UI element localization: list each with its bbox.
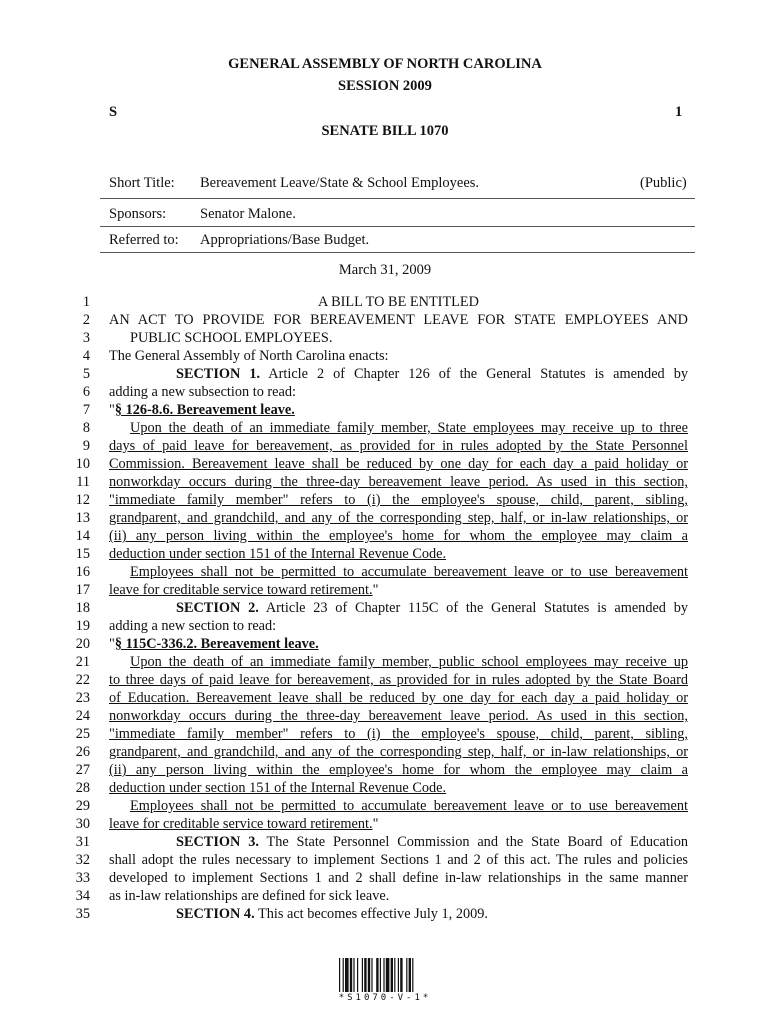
line-number: 4	[82, 348, 90, 364]
section-heading: SECTION 1.	[176, 366, 261, 382]
section-text: This act becomes effective July 1, 2009.	[257, 906, 488, 922]
close-quote: "	[372, 582, 379, 598]
line-text: adding a new section to read:	[109, 618, 277, 634]
line-number: 12	[75, 492, 90, 508]
line-number: 27	[75, 762, 90, 778]
line	[0, 311, 770, 329]
line-number: 28	[75, 780, 90, 796]
line-number: 1	[82, 294, 90, 310]
barcode-bar	[412, 958, 413, 992]
line	[0, 905, 770, 923]
line-text	[176, 905, 688, 923]
line	[0, 419, 770, 437]
line	[0, 527, 770, 545]
line-text: developed to implement Sections 1 and 2 shall define in-law relationships in the same manner	[109, 870, 688, 886]
line	[0, 635, 770, 653]
line-text	[109, 581, 688, 599]
line	[0, 743, 770, 761]
line-number: 14	[75, 528, 90, 544]
line-text: grandparent, and grandchild, and any of the corresponding step, half, or in-law relationships, or	[109, 744, 688, 760]
barcode-bar	[409, 958, 411, 992]
referred-label: Referred to:	[109, 232, 179, 248]
line	[0, 599, 770, 617]
line	[0, 869, 770, 887]
section-text: The State Personnel Commission and the State Board of Education	[266, 834, 688, 850]
line-text: "immediate family member" refers to (i) the employee's spouse, child, parent, sibling,	[109, 492, 688, 508]
barcode-bar	[350, 958, 352, 992]
open-quote: "	[109, 402, 115, 418]
line-number: 2	[82, 312, 90, 328]
line	[0, 653, 770, 671]
line	[0, 671, 770, 689]
bill-date: March 31, 2009	[338, 262, 432, 278]
line-text: nonworkday occurs during the three-day bereavement leave period. As used in this section,	[109, 474, 688, 490]
line-text	[109, 815, 688, 833]
line	[0, 815, 770, 833]
line-number: 18	[75, 600, 90, 616]
line-number: 29	[75, 798, 90, 814]
line	[0, 797, 770, 815]
underlined-text: leave for creditable service toward retirement.	[109, 816, 373, 832]
barcode-bar	[339, 958, 340, 992]
barcode-bar	[371, 958, 372, 992]
line	[0, 887, 770, 905]
line-text: Employees shall not be permitted to accumulate bereavement leave or to use bereavement	[130, 564, 688, 580]
line-text: AN ACT TO PROVIDE FOR BEREAVEMENT LEAVE FOR STATE EMPLOYEES AND	[109, 312, 688, 328]
line-number: 22	[75, 672, 90, 688]
barcode-bar	[380, 958, 381, 992]
line	[0, 779, 770, 797]
assembly-heading: GENERAL ASSEMBLY OF NORTH CAROLINA	[228, 56, 542, 72]
line-number: 13	[75, 510, 90, 526]
short-title-value: Bereavement Leave/State & School Employees.	[200, 175, 480, 191]
line	[0, 563, 770, 581]
line	[0, 617, 770, 635]
barcode-bar	[353, 958, 354, 992]
line-text: grandparent, and grandchild, and any of the corresponding step, half, or in-law relationships, or	[109, 510, 688, 526]
referred-value: Appropriations/Base Budget.	[200, 232, 370, 248]
barcode-bar	[364, 958, 366, 992]
line-text: Commission. Bereavement leave shall be reduced by one day for each day a paid holiday or	[109, 456, 688, 472]
line-text: of Education. Bereavement leave shall be reduced by one day for each day a paid holiday or	[109, 690, 688, 706]
line-number: 34	[75, 888, 90, 904]
line-number: 15	[75, 546, 90, 562]
line	[0, 509, 770, 527]
public-tag: (Public)	[640, 175, 687, 191]
line	[0, 401, 770, 419]
line-text: Upon the death of an immediate family member, public school employees may receive up	[130, 654, 688, 670]
line-number: 32	[75, 852, 90, 868]
line-number: 23	[75, 690, 90, 706]
section-heading: SECTION 4.	[176, 906, 255, 922]
line-number: 5	[82, 366, 90, 382]
line	[0, 725, 770, 743]
line-text: "immediate family member" refers to (i) the employee's spouse, child, parent, sibling,	[109, 726, 688, 742]
barcode-text: *S1070-V-1*	[338, 993, 432, 1003]
barcode-bar	[398, 958, 399, 992]
line	[0, 491, 770, 509]
barcode-bar	[357, 958, 358, 992]
barcode-bar	[394, 958, 395, 992]
line-number: 8	[82, 420, 90, 436]
close-quote: "	[372, 816, 379, 832]
line-text: to three days of paid leave for bereavement, as provided for in rules adopted by the State Board	[109, 672, 688, 688]
line-number: 17	[75, 582, 90, 598]
sponsors-label: Sponsors:	[109, 206, 167, 222]
line-text: deduction under section 151 of the Internal Revenue Code.	[109, 780, 447, 796]
short-title-label: Short Title:	[109, 175, 175, 191]
line	[0, 833, 770, 851]
line-number: 26	[75, 744, 90, 760]
line-number: 21	[75, 654, 90, 670]
line-number: 7	[82, 402, 90, 418]
line-number: 20	[75, 636, 90, 652]
line-text	[176, 365, 688, 383]
line-text: (ii) any person living within the employee's home for whom the employee may claim a	[109, 528, 688, 544]
line-number: 31	[75, 834, 90, 850]
line-text	[176, 833, 688, 851]
barcode-image	[339, 958, 459, 992]
sponsors-value: Senator Malone.	[200, 206, 296, 222]
divider	[100, 252, 695, 253]
line-number: 9	[82, 438, 90, 454]
barcode-bar	[345, 958, 349, 992]
line-text	[109, 635, 688, 653]
line-text: days of paid leave for bereavement, as provided for in rules adopted by the State Personnel	[109, 438, 688, 454]
line	[0, 293, 770, 311]
line-text: A BILL TO BE ENTITLED	[318, 294, 479, 310]
barcode-bar	[343, 958, 344, 992]
line-number: 6	[82, 384, 90, 400]
line-text: as in-law relationships are defined for sick leave.	[109, 888, 390, 904]
line	[0, 365, 770, 383]
underlined-text: leave for creditable service toward retirement.	[109, 582, 373, 598]
section-text: Article 2 of Chapter 126 of the General Statutes is amended by	[268, 366, 688, 382]
line-text: Upon the death of an immediate family member, State employees may receive up to three	[130, 420, 688, 436]
line-number: 10	[75, 456, 90, 472]
line	[0, 437, 770, 455]
section-heading: SECTION 3.	[176, 834, 259, 850]
line-number: 11	[76, 474, 90, 490]
line-text	[109, 401, 688, 419]
line-number: 35	[75, 906, 90, 922]
divider	[100, 226, 695, 227]
barcode-bar	[386, 958, 390, 992]
line-text: PUBLIC SCHOOL EMPLOYEES.	[130, 330, 333, 346]
barcode-bar	[406, 958, 407, 992]
line-text: deduction under section 151 of the Internal Revenue Code.	[109, 546, 447, 562]
line	[0, 383, 770, 401]
line-text: shall adopt the rules necessary to implement Sections 1 and 2 of this act. The rules and policies	[109, 852, 688, 868]
line	[0, 707, 770, 725]
line-number: 16	[75, 564, 90, 580]
line-text: nonworkday occurs during the three-day bereavement leave period. As used in this section,	[109, 708, 688, 724]
line	[0, 689, 770, 707]
section-heading: SECTION 2.	[176, 600, 259, 616]
line-text	[176, 599, 688, 617]
divider	[100, 198, 695, 199]
line-number: 3	[82, 330, 90, 346]
line	[0, 761, 770, 779]
barcode-bar	[362, 958, 363, 992]
line-text: The General Assembly of North Carolina enacts:	[109, 348, 389, 364]
line	[0, 347, 770, 365]
line-number: 25	[75, 726, 90, 742]
bill-number-heading: SENATE BILL 1070	[321, 123, 449, 139]
line-number: 33	[75, 870, 90, 886]
chamber-letter: S	[109, 104, 118, 120]
barcode-bar	[400, 958, 402, 992]
line	[0, 851, 770, 869]
line-number: 19	[75, 618, 90, 634]
line	[0, 473, 770, 491]
line	[0, 545, 770, 563]
line	[0, 455, 770, 473]
session-heading: SESSION 2009	[338, 78, 432, 94]
open-quote: "	[109, 636, 115, 652]
statute-heading: § 126-8.6. Bereavement leave.	[114, 402, 295, 418]
barcode-bar	[376, 958, 378, 992]
section-text: Article 23 of Chapter 115C of the General Statutes is amended by	[265, 600, 689, 616]
edition-number: 1	[675, 104, 683, 120]
line	[0, 581, 770, 599]
line-text: adding a new subsection to read:	[109, 384, 296, 400]
barcode-bar	[391, 958, 393, 992]
line-number: 24	[75, 708, 90, 724]
line	[0, 329, 770, 347]
line-text: (ii) any person living within the employee's home for whom the employee may claim a	[109, 762, 688, 778]
barcode-bar	[383, 958, 384, 992]
barcode-bar	[368, 958, 370, 992]
line-number: 30	[75, 816, 90, 832]
bill-text	[0, 293, 770, 923]
statute-heading: § 115C-336.2. Bereavement leave.	[114, 636, 319, 652]
line-text: Employees shall not be permitted to accumulate bereavement leave or to use bereavement	[130, 798, 688, 814]
